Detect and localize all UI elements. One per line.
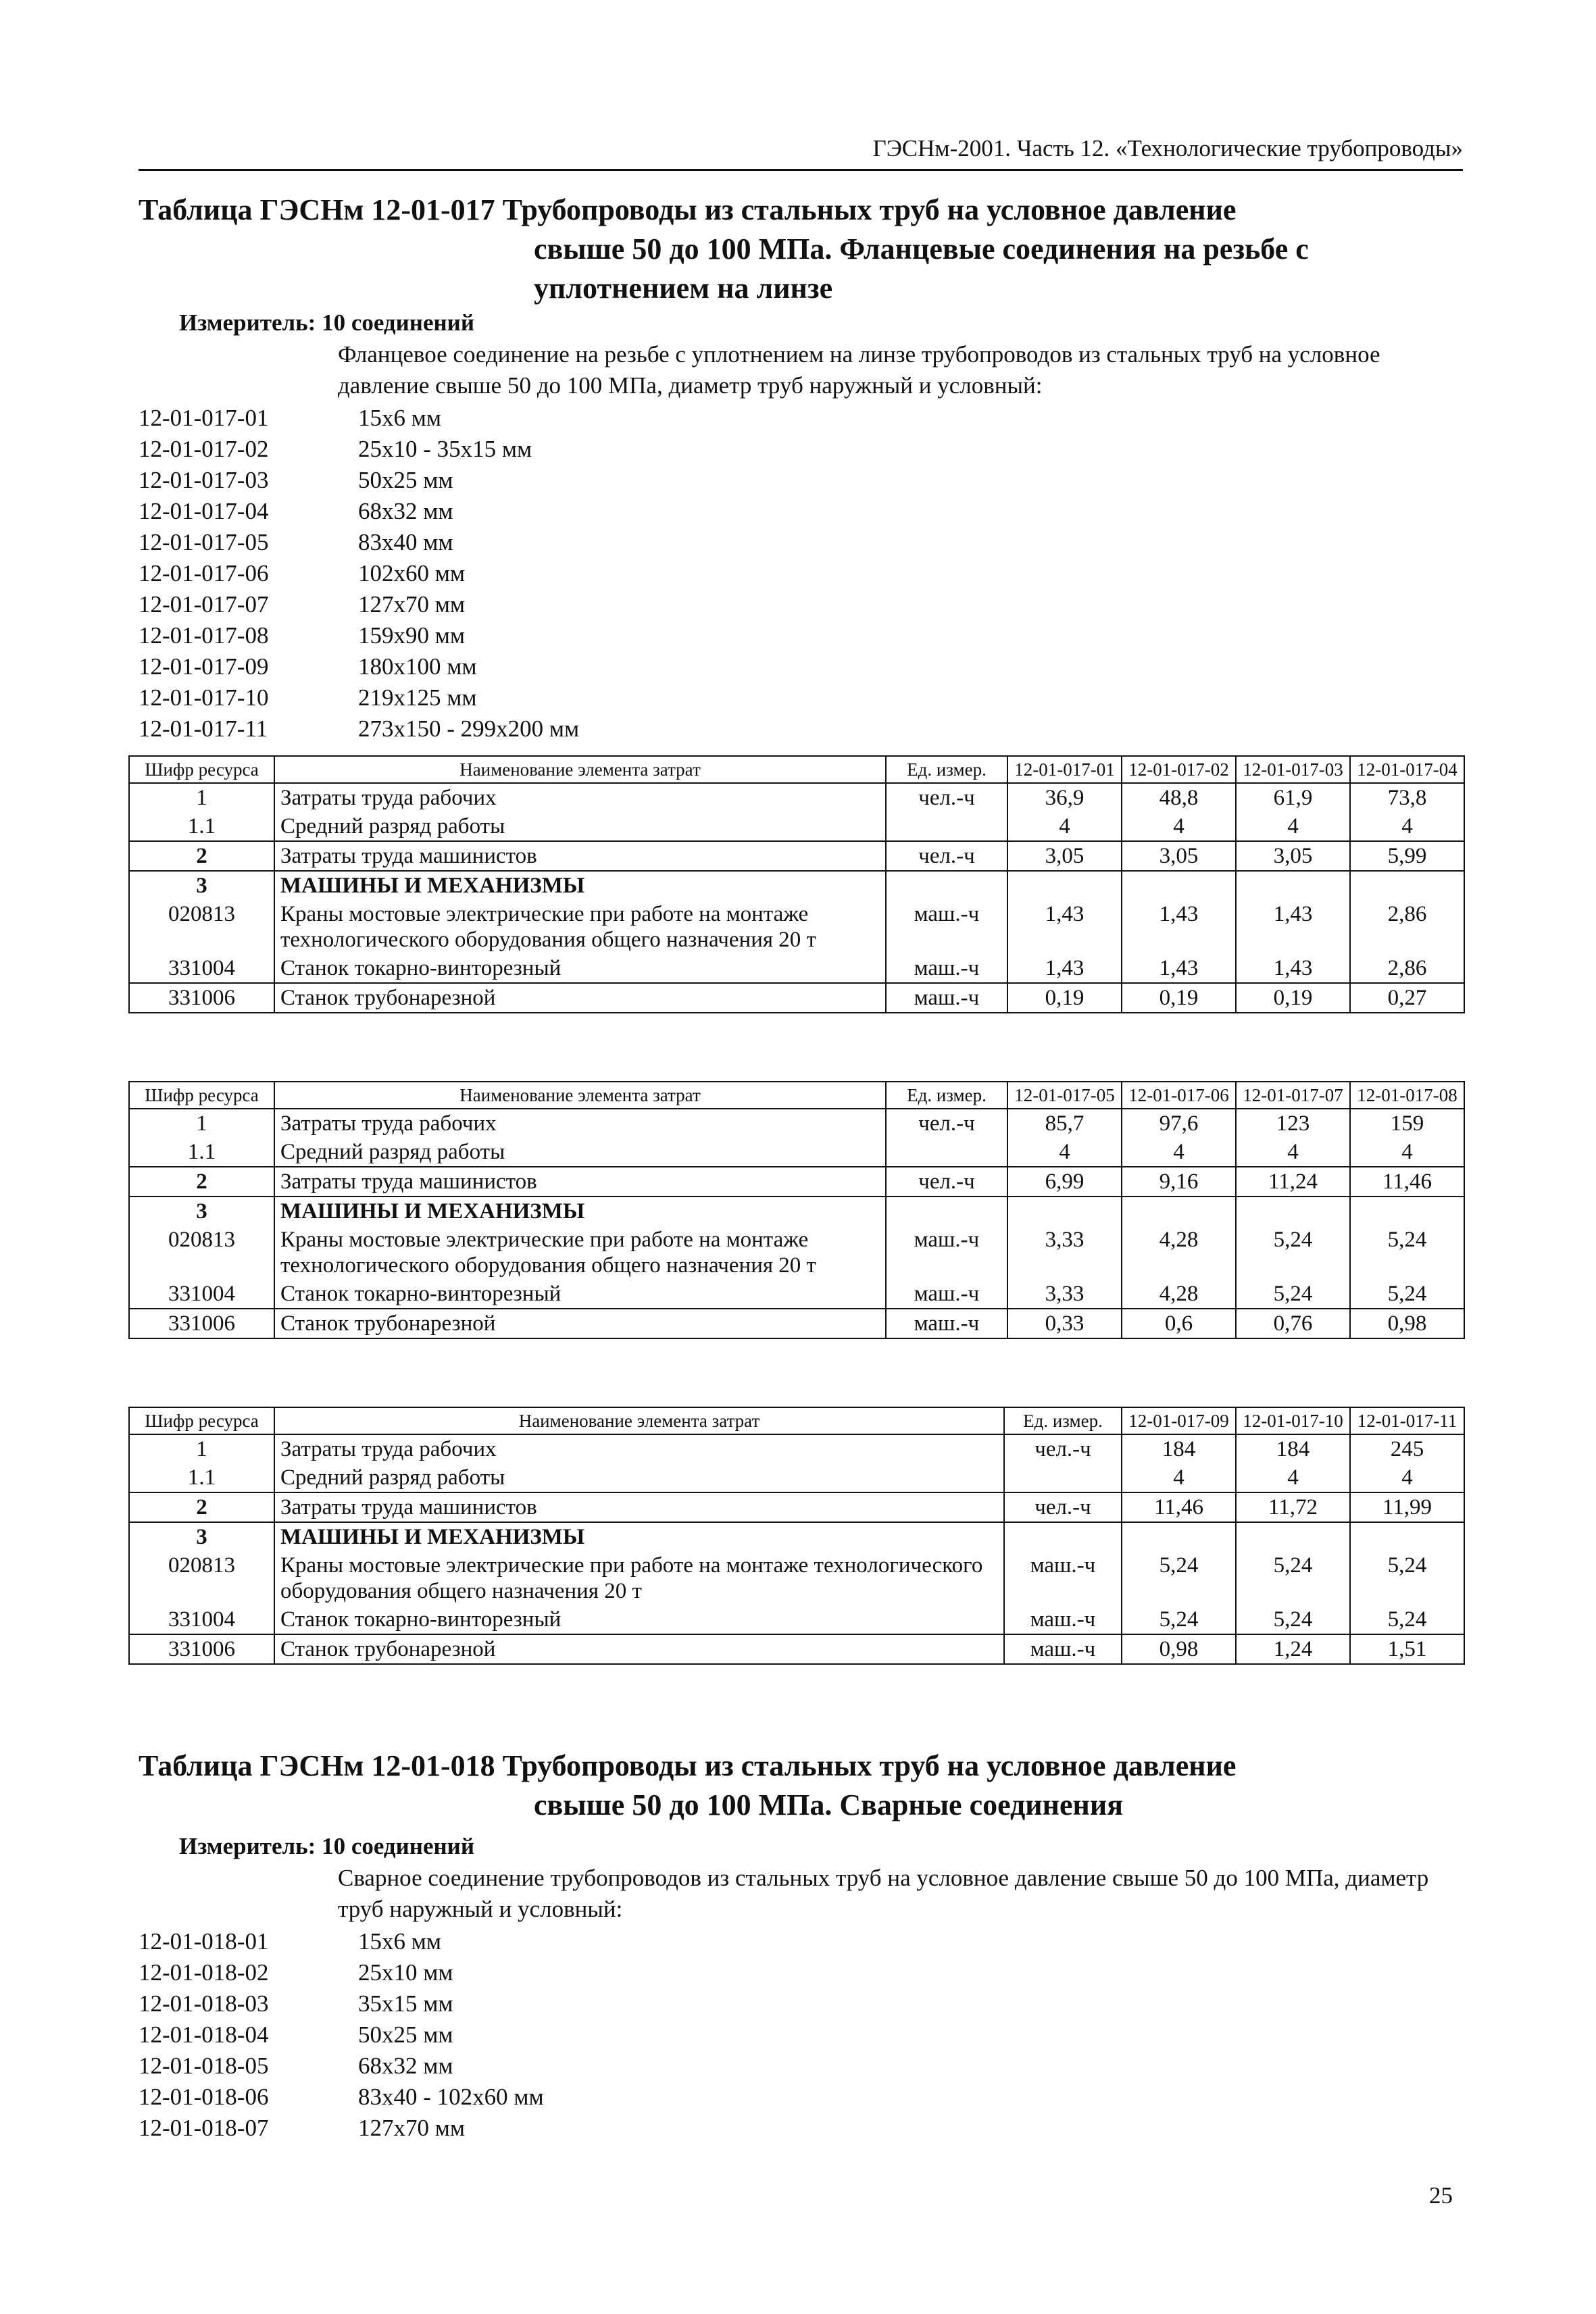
row-value: 0,19 <box>1236 983 1350 1013</box>
row-value: 4 <box>1350 1463 1464 1492</box>
row-unit <box>1004 1463 1122 1492</box>
row-unit: маш.-ч <box>886 1309 1007 1338</box>
col-header-name: Наименование элемента затрат <box>274 756 886 783</box>
row-value: 5,24 <box>1350 1551 1464 1605</box>
row-value: 5,24 <box>1350 1280 1464 1309</box>
row-code: 3 <box>129 871 274 900</box>
table-row <box>129 1434 1464 1463</box>
row-value: 11,46 <box>1350 1167 1464 1197</box>
table-row <box>129 1197 1464 1226</box>
table-017-code-list <box>139 403 579 745</box>
row-value: 0,33 <box>1007 1309 1122 1338</box>
row-code: 2 <box>129 841 274 871</box>
row-value: 1,43 <box>1122 954 1236 983</box>
row-value: 6,99 <box>1007 1167 1122 1197</box>
row-code: 331004 <box>129 1280 274 1309</box>
table-row <box>129 1309 1464 1338</box>
norm-code: 12-01-018-02 <box>139 1959 269 1986</box>
table-018-measure: Измеритель: 10 соединений <box>179 1833 475 1859</box>
table-018-code-list <box>139 1926 544 2144</box>
row-value: 85,7 <box>1007 1109 1122 1138</box>
row-code: 1.1 <box>129 1463 274 1492</box>
row-value: 4 <box>1236 1138 1350 1167</box>
norm-description: 273x150 - 299x200 мм <box>358 715 580 742</box>
row-value: 0,6 <box>1122 1309 1236 1338</box>
norm-description: 50x25 мм <box>358 2021 453 2048</box>
col-header-name: Наименование элемента затрат <box>274 1082 886 1109</box>
col-header-code: Шифр ресурса <box>129 1082 274 1109</box>
table-row <box>129 1167 1464 1197</box>
list-item <box>139 713 579 745</box>
row-value: 4 <box>1350 1138 1464 1167</box>
row-value: 4,28 <box>1122 1226 1236 1280</box>
row-unit: маш.-ч <box>886 900 1007 954</box>
norm-description: 83x40 мм <box>358 529 453 555</box>
row-value: 97,6 <box>1122 1109 1236 1138</box>
row-name: Затраты труда рабочих <box>274 1109 886 1138</box>
norm-code: 12-01-018-06 <box>139 2084 269 2110</box>
table-017-intro: Фланцевое соединение на резьбе с уплотнением на линзе трубопроводов из стальных труб на условное давление свыше 50 до 100 МПа, диаметр труб наружный и условный: <box>338 341 1380 399</box>
col-header-norm: 12-01-017-04 <box>1350 756 1464 783</box>
norm-code: 12-01-018-03 <box>139 1990 269 2017</box>
row-code: 331004 <box>129 1605 274 1634</box>
norm-description: 15x6 мм <box>358 405 442 431</box>
table-018-title-line1: Таблица ГЭСНм 12-01-018 Трубопроводы из стальных труб на условное давление <box>139 1749 1237 1782</box>
row-value: 1,43 <box>1007 954 1122 983</box>
row-value: 3,05 <box>1122 841 1236 871</box>
row-code: 331004 <box>129 954 274 983</box>
resource-table-1 <box>128 755 1465 1013</box>
list-item <box>139 651 579 682</box>
row-name: МАШИНЫ И МЕХАНИЗМЫ <box>274 1522 1004 1551</box>
row-value: 73,8 <box>1350 783 1464 812</box>
col-header-norm: 12-01-017-11 <box>1350 1407 1464 1434</box>
norm-description: 127x70 мм <box>358 2115 466 2141</box>
table-row <box>129 1463 1464 1492</box>
row-code: 020813 <box>129 1551 274 1605</box>
row-unit: чел.-ч <box>1004 1492 1122 1522</box>
list-item <box>139 434 579 465</box>
table-row <box>129 871 1464 900</box>
table-row <box>129 1634 1464 1664</box>
norm-description: 159x90 мм <box>358 622 466 649</box>
row-unit: чел.-ч <box>886 783 1007 812</box>
col-header-unit: Ед. измер. <box>886 756 1007 783</box>
row-name: Затраты труда машинистов <box>274 1167 886 1197</box>
row-value: 3,05 <box>1007 841 1122 871</box>
row-value: 61,9 <box>1236 783 1350 812</box>
col-header-norm: 12-01-017-06 <box>1122 1082 1236 1109</box>
row-name: Средний разряд работы <box>274 1138 886 1167</box>
row-name: Затраты труда машинистов <box>274 841 886 871</box>
norm-description: 219x125 мм <box>358 684 477 711</box>
col-header-norm: 12-01-017-09 <box>1122 1407 1236 1434</box>
norm-description: 25x10 - 35x15 мм <box>358 436 532 462</box>
row-unit <box>886 1138 1007 1167</box>
row-name: Станок трубонарезной <box>274 1309 886 1338</box>
row-value: 11,72 <box>1236 1492 1350 1522</box>
norm-code: 12-01-017-10 <box>139 684 269 711</box>
norm-code: 12-01-018-04 <box>139 2021 269 2048</box>
norm-description: 25x10 мм <box>358 1959 453 1986</box>
row-name: Станок токарно-винторезный <box>274 1280 886 1309</box>
row-value: 0,19 <box>1007 983 1122 1013</box>
table-017-title-line3: уплотнением на линзе <box>534 272 833 305</box>
row-value: 1,43 <box>1236 900 1350 954</box>
table-017-title <box>139 191 1463 308</box>
row-code: 020813 <box>129 1226 274 1280</box>
row-name: МАШИНЫ И МЕХАНИЗМЫ <box>274 871 886 900</box>
list-item <box>139 1926 544 1957</box>
row-name: Станок токарно-винторезный <box>274 1605 1004 1634</box>
row-value: 4 <box>1236 1463 1350 1492</box>
list-item <box>139 2051 544 2082</box>
col-header-code: Шифр ресурса <box>129 756 274 783</box>
row-value: 36,9 <box>1007 783 1122 812</box>
row-code: 3 <box>129 1197 274 1226</box>
row-value: 4 <box>1122 1463 1236 1492</box>
col-header-norm: 12-01-017-02 <box>1122 756 1236 783</box>
table-row <box>129 1109 1464 1138</box>
row-code: 331006 <box>129 983 274 1013</box>
table-018-title-line2: свыше 50 до 100 МПа. Сварные соединения <box>534 1788 1124 1821</box>
row-value: 4 <box>1350 812 1464 841</box>
list-item <box>139 496 579 527</box>
table-017-title-line2: свыше 50 до 100 МПа. Фланцевые соединения на резьбе с <box>534 232 1309 266</box>
row-name: Средний разряд работы <box>274 1463 1004 1492</box>
norm-code: 12-01-017-09 <box>139 653 269 680</box>
row-unit: чел.-ч <box>886 841 1007 871</box>
row-unit: маш.-ч <box>1004 1634 1122 1664</box>
table-row <box>129 900 1464 954</box>
row-value: 4 <box>1122 1138 1236 1167</box>
row-name: МАШИНЫ И МЕХАНИЗМЫ <box>274 1197 886 1226</box>
row-value: 0,19 <box>1122 983 1236 1013</box>
row-value: 5,24 <box>1236 1226 1350 1280</box>
row-code: 1.1 <box>129 812 274 841</box>
norm-code: 12-01-017-04 <box>139 498 269 524</box>
table-row <box>129 1226 1464 1280</box>
row-name: Средний разряд работы <box>274 812 886 841</box>
col-header-norm: 12-01-017-07 <box>1236 1082 1350 1109</box>
row-value: 0,76 <box>1236 1309 1350 1338</box>
col-header-unit: Ед. измер. <box>1004 1407 1122 1434</box>
col-header-code: Шифр ресурса <box>129 1407 274 1434</box>
row-value: 5,24 <box>1350 1226 1464 1280</box>
running-header: ГЭСНм-2001. Часть 12. «Технологические трубопроводы» <box>139 128 1463 171</box>
table-row <box>129 1138 1464 1167</box>
row-name: Краны мостовые электрические при работе на монтаже технологического оборудования общего назначения 20 т <box>274 1551 1004 1605</box>
norm-code: 12-01-017-03 <box>139 467 269 493</box>
list-item <box>139 620 579 651</box>
table-row <box>129 1492 1464 1522</box>
row-value: 1,51 <box>1350 1634 1464 1664</box>
col-header-norm: 12-01-017-05 <box>1007 1082 1122 1109</box>
list-item <box>139 465 579 496</box>
row-value: 5,24 <box>1236 1551 1350 1605</box>
row-value: 1,43 <box>1007 900 1122 954</box>
resource-table-2 <box>128 1081 1465 1339</box>
row-unit: маш.-ч <box>886 954 1007 983</box>
table-row <box>129 1605 1464 1634</box>
table-row <box>129 983 1464 1013</box>
norm-code: 12-01-017-08 <box>139 622 269 649</box>
row-name: Затраты труда рабочих <box>274 1434 1004 1463</box>
row-name: Станок трубонарезной <box>274 1634 1004 1664</box>
row-value: 184 <box>1236 1434 1350 1463</box>
row-unit <box>886 812 1007 841</box>
list-item <box>139 682 579 713</box>
row-code: 1.1 <box>129 1138 274 1167</box>
row-value: 48,8 <box>1122 783 1236 812</box>
row-name: Затраты труда машинистов <box>274 1492 1004 1522</box>
norm-description: 50x25 мм <box>358 467 453 493</box>
row-unit: маш.-ч <box>886 1226 1007 1280</box>
row-unit: маш.-ч <box>886 983 1007 1013</box>
norm-code: 12-01-018-01 <box>139 1928 269 1955</box>
row-code: 020813 <box>129 900 274 954</box>
list-item <box>139 1988 544 2019</box>
list-item <box>139 558 579 589</box>
table-row <box>129 1280 1464 1309</box>
norm-description: 83x40 - 102x60 мм <box>358 2084 544 2110</box>
norm-description: 180x100 мм <box>358 653 477 680</box>
row-value: 184 <box>1122 1434 1236 1463</box>
col-header-norm: 12-01-017-10 <box>1236 1407 1350 1434</box>
row-value: 3,33 <box>1007 1280 1122 1309</box>
row-unit: маш.-ч <box>1004 1605 1122 1634</box>
row-value: 2,86 <box>1350 900 1464 954</box>
row-value: 4 <box>1007 1138 1122 1167</box>
row-unit: чел.-ч <box>886 1167 1007 1197</box>
table-row <box>129 841 1464 871</box>
norm-description: 68x32 мм <box>358 2053 453 2079</box>
row-value: 5,24 <box>1236 1280 1350 1309</box>
row-value: 3,05 <box>1236 841 1350 871</box>
row-value: 5,24 <box>1122 1605 1236 1634</box>
list-item <box>139 589 579 620</box>
row-code: 3 <box>129 1522 274 1551</box>
table-row <box>129 1551 1464 1605</box>
norm-code: 12-01-017-06 <box>139 560 269 586</box>
row-name: Краны мостовые электрические при работе на монтаже технологического оборудования общего назначения 20 т <box>274 900 886 954</box>
row-name: Затраты труда рабочих <box>274 783 886 812</box>
row-value: 1,43 <box>1122 900 1236 954</box>
col-header-unit: Ед. измер. <box>886 1082 1007 1109</box>
list-item <box>139 2082 544 2113</box>
norm-code: 12-01-018-05 <box>139 2053 269 2079</box>
table-row <box>129 954 1464 983</box>
col-header-norm: 12-01-017-08 <box>1350 1082 1464 1109</box>
row-value: 0,98 <box>1350 1309 1464 1338</box>
row-value: 9,16 <box>1122 1167 1236 1197</box>
norm-code: 12-01-017-01 <box>139 405 269 431</box>
row-value: 11,99 <box>1350 1492 1464 1522</box>
row-value: 5,24 <box>1122 1551 1236 1605</box>
row-value: 123 <box>1236 1109 1350 1138</box>
page-number: 25 <box>1429 2182 1453 2209</box>
row-value: 5,24 <box>1350 1605 1464 1634</box>
row-value: 3,33 <box>1007 1226 1122 1280</box>
row-unit: маш.-ч <box>1004 1551 1122 1605</box>
row-code: 2 <box>129 1167 274 1197</box>
row-name: Станок токарно-винторезный <box>274 954 886 983</box>
table-017-title-line1: Таблица ГЭСНм 12-01-017 Трубопроводы из стальных труб на условное давление <box>139 193 1237 226</box>
row-code: 2 <box>129 1492 274 1522</box>
row-code: 1 <box>129 783 274 812</box>
norm-description: 127x70 мм <box>358 591 466 618</box>
norm-description: 15x6 мм <box>358 1928 442 1955</box>
row-unit: чел.-ч <box>1004 1434 1122 1463</box>
row-value: 4 <box>1007 812 1122 841</box>
norm-description: 102x60 мм <box>358 560 466 586</box>
row-value: 0,27 <box>1350 983 1464 1013</box>
resource-table-3 <box>128 1407 1465 1665</box>
row-value: 11,24 <box>1236 1167 1350 1197</box>
table-018-intro: Сварное соединение трубопроводов из стальных труб на условное давление свыше 50 до 100 МПа, диаметр труб наружный и условный: <box>338 1865 1429 1922</box>
row-code: 1 <box>129 1434 274 1463</box>
norm-description: 35x15 мм <box>358 1990 453 2017</box>
row-value: 0,98 <box>1122 1634 1236 1664</box>
row-name: Станок трубонарезной <box>274 983 886 1013</box>
list-item <box>139 2019 544 2051</box>
norm-code: 12-01-017-05 <box>139 529 269 555</box>
col-header-norm: 12-01-017-01 <box>1007 756 1122 783</box>
row-value: 5,99 <box>1350 841 1464 871</box>
col-header-name: Наименование элемента затрат <box>274 1407 1004 1434</box>
row-code: 331006 <box>129 1634 274 1664</box>
row-name: Краны мостовые электрические при работе на монтаже технологического оборудования общего назначения 20 т <box>274 1226 886 1280</box>
list-item <box>139 403 579 434</box>
norm-description: 68x32 мм <box>358 498 453 524</box>
table-row <box>129 812 1464 841</box>
row-value: 5,24 <box>1236 1605 1350 1634</box>
list-item <box>139 1957 544 1988</box>
row-value: 4 <box>1236 812 1350 841</box>
list-item <box>139 527 579 558</box>
row-value: 159 <box>1350 1109 1464 1138</box>
norm-code: 12-01-017-02 <box>139 436 269 462</box>
table-018-title <box>139 1746 1463 1825</box>
row-unit: маш.-ч <box>886 1280 1007 1309</box>
norm-code: 12-01-017-11 <box>139 715 268 742</box>
row-value: 4 <box>1122 812 1236 841</box>
row-value: 4,28 <box>1122 1280 1236 1309</box>
table-row <box>129 1522 1464 1551</box>
row-value: 245 <box>1350 1434 1464 1463</box>
row-value: 1,24 <box>1236 1634 1350 1664</box>
norm-code: 12-01-017-07 <box>139 591 269 618</box>
row-code: 331006 <box>129 1309 274 1338</box>
table-017-measure: Измеритель: 10 соединений <box>179 309 475 336</box>
table-row <box>129 783 1464 812</box>
list-item <box>139 2113 544 2144</box>
row-value: 2,86 <box>1350 954 1464 983</box>
row-code: 1 <box>129 1109 274 1138</box>
row-unit: чел.-ч <box>886 1109 1007 1138</box>
norm-code: 12-01-018-07 <box>139 2115 269 2141</box>
row-value: 11,46 <box>1122 1492 1236 1522</box>
row-value: 1,43 <box>1236 954 1350 983</box>
col-header-norm: 12-01-017-03 <box>1236 756 1350 783</box>
